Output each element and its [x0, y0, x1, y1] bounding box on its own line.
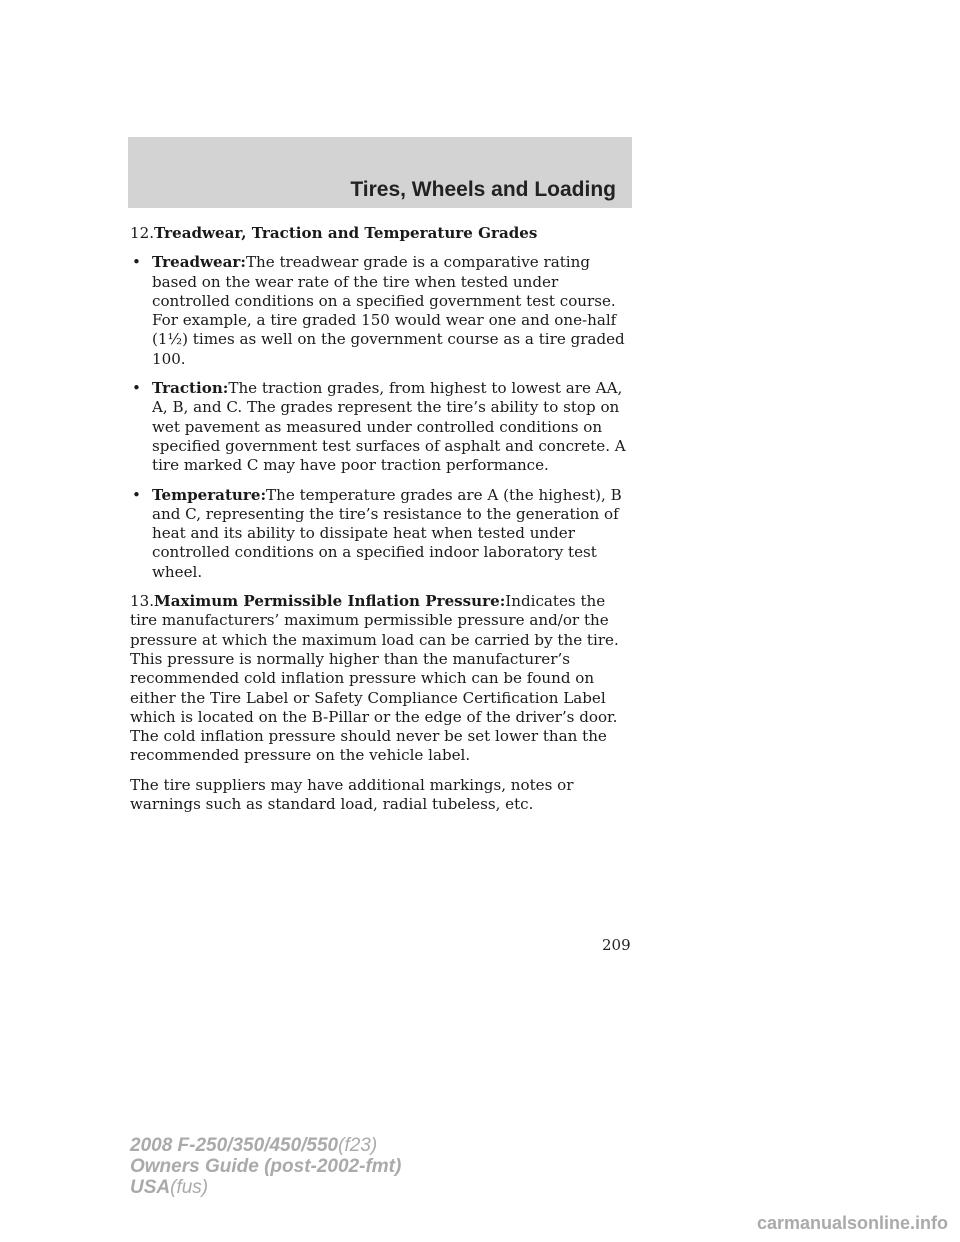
footer-line-1 — [130, 1135, 401, 1156]
bullet-temperature — [130, 486, 635, 582]
bullet-text: The traction grades, from highest to lowest are AA, A, B, and C. The grades represent the tire’s ability to stop on wet pavement as measured under controlled conditions on specified government test surfaces of asphalt and concrete. A tire marked C may have poor traction performance. — [152, 379, 626, 475]
bullet-traction — [130, 379, 635, 475]
bullet-text: The treadwear grade is a comparative rating based on the wear rate of the tire when tested under controlled conditions on a specified government test course. For example, a tire graded 150 would wear one and one-half (1½) times as well on the government course as a tire graded 100. — [152, 253, 625, 368]
bullet-treadwear — [130, 253, 635, 369]
section-header-band — [128, 137, 632, 208]
footer-region: USA — [130, 1177, 171, 1198]
document-footer — [130, 1135, 401, 1198]
page-number: 209 — [602, 936, 631, 954]
item-term: Maximum Permissible Inflation Pressure: — [154, 592, 506, 611]
item-12-heading — [130, 224, 635, 243]
closing-paragraph: The tire suppliers may have additional markings, notes or warnings such as standard load, radial tubeless, etc. — [130, 775, 574, 814]
watermark: carmanualsonline.info — [756, 1213, 948, 1233]
item-13-paragraph — [130, 592, 635, 766]
bullet-term: Temperature: — [152, 485, 267, 504]
item-number: 12. — [130, 224, 155, 242]
footer-model-code: (f23) — [338, 1135, 378, 1156]
footer-line-3 — [130, 1177, 401, 1198]
footer-guide: Owners Guide (post-2002-fmt) — [130, 1156, 402, 1177]
footer-region-code: (fus) — [170, 1177, 209, 1198]
bullet-term: Traction: — [152, 379, 229, 398]
bullet-term: Treadwear: — [152, 253, 246, 272]
item-text: Indicates the tire manufacturers’ maximum permissible pressure and/or the pressure at which the maximum load can be carried by the tire. This pressure is normally higher than the manufacturer’s recommended cold inflation pressure which can be found on either the Tire Label or Safety Compliance Certification Label which is located on the B-Pillar or the edge of the driver’s door. The cold inflation pressure should never be set lower than the recommended pressure on the vehicle label. — [130, 592, 619, 765]
footer-line-2 — [130, 1156, 401, 1177]
section-title: Tires, Wheels and Loading — [350, 178, 616, 201]
footer-model: 2008 F-250/350/450/550 — [130, 1135, 339, 1156]
bullet-dot: • — [132, 379, 141, 398]
item-heading-text: Treadwear, Traction and Temperature Grades — [154, 224, 538, 242]
bullet-dot: • — [132, 253, 141, 272]
item-number: 13. — [130, 592, 155, 611]
bullet-text: The temperature grades are A (the highest), B and C, representing the tire’s resistance to the generation of heat and its ability to dissipate heat when tested under controlled conditions on a specified indoor laboratory test wheel. — [152, 485, 622, 581]
page-content — [130, 224, 635, 824]
bullet-dot: • — [132, 485, 141, 504]
